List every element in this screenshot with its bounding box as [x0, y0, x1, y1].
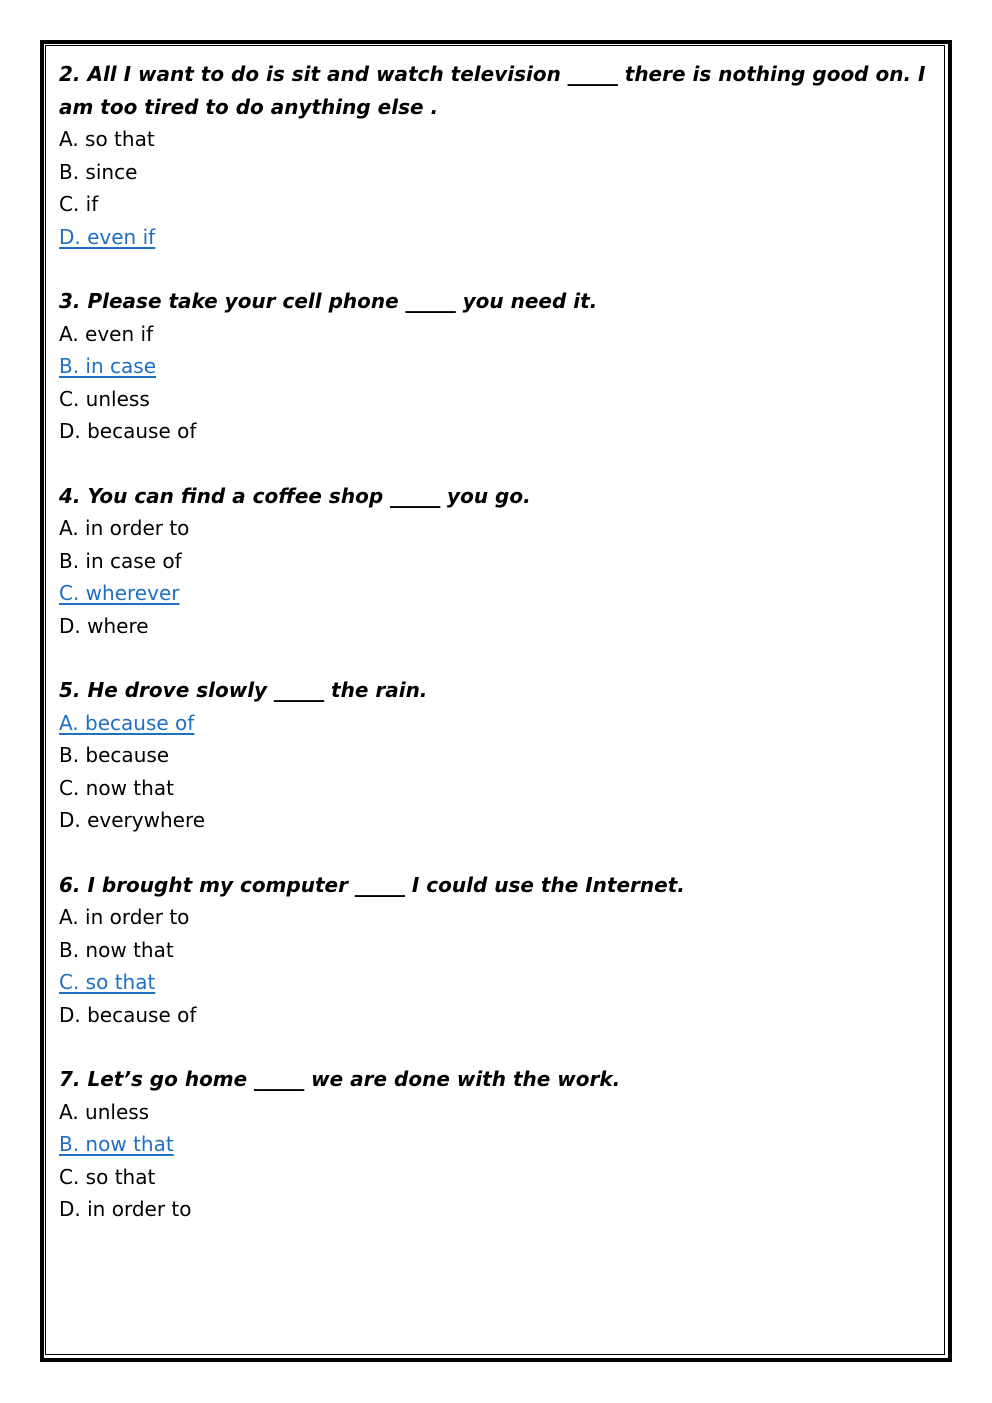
option-c-answer: C. wherever [59, 581, 180, 605]
option-b-answer: B. now that [59, 1132, 174, 1156]
option-c: C. if [59, 192, 99, 216]
option-a: A. in order to [59, 516, 190, 540]
option-b: B. in case of [59, 548, 182, 573]
option-d-answer: D. even if [59, 224, 156, 249]
question-5 [59, 674, 927, 837]
question-stem: 3. Please take your cell phone _____ you need it. [59, 289, 598, 313]
question-2 [59, 58, 927, 253]
option-d: D. because of [59, 419, 197, 443]
question-stem: 4. You can find a coffee shop _____ you go. [59, 483, 531, 508]
option-b-answer: B. in case [59, 354, 157, 378]
option-d: D. everywhere [59, 808, 206, 832]
question-stem: 6. I brought my computer _____ I could use the Internet. [59, 872, 685, 897]
question-stem: 5. He drove slowly _____ the rain. [59, 678, 428, 702]
question-6 [59, 869, 927, 1032]
option-b: B. since [59, 159, 138, 184]
option-a: A. unless [59, 1099, 150, 1124]
option-c: C. so that [59, 1164, 156, 1189]
question-7 [59, 1063, 927, 1226]
option-b: B. now that [59, 937, 174, 962]
question-3 [59, 285, 927, 448]
option-b: B. because [59, 743, 170, 767]
option-a-answer: A. because of [59, 710, 195, 735]
option-d: D. where [59, 613, 149, 638]
option-a: A. so that [59, 127, 155, 151]
option-a: A. in order to [59, 905, 190, 929]
question-stem: 7. Let’s go home _____ we are done with the work. [59, 1067, 621, 1091]
option-c: C. now that [59, 775, 174, 800]
option-c: C. unless [59, 386, 150, 411]
option-c-answer: C. so that [59, 970, 156, 994]
option-d: D. in order to [59, 1197, 192, 1221]
question-stem: 2. All I want to do is sit and watch television _____ there is nothing good on. I am too tired to do anything else . [59, 62, 926, 119]
worksheet-content [59, 58, 927, 1258]
option-d: D. because of [59, 1002, 197, 1027]
option-a: A. even if [59, 321, 154, 346]
question-4 [59, 480, 927, 643]
